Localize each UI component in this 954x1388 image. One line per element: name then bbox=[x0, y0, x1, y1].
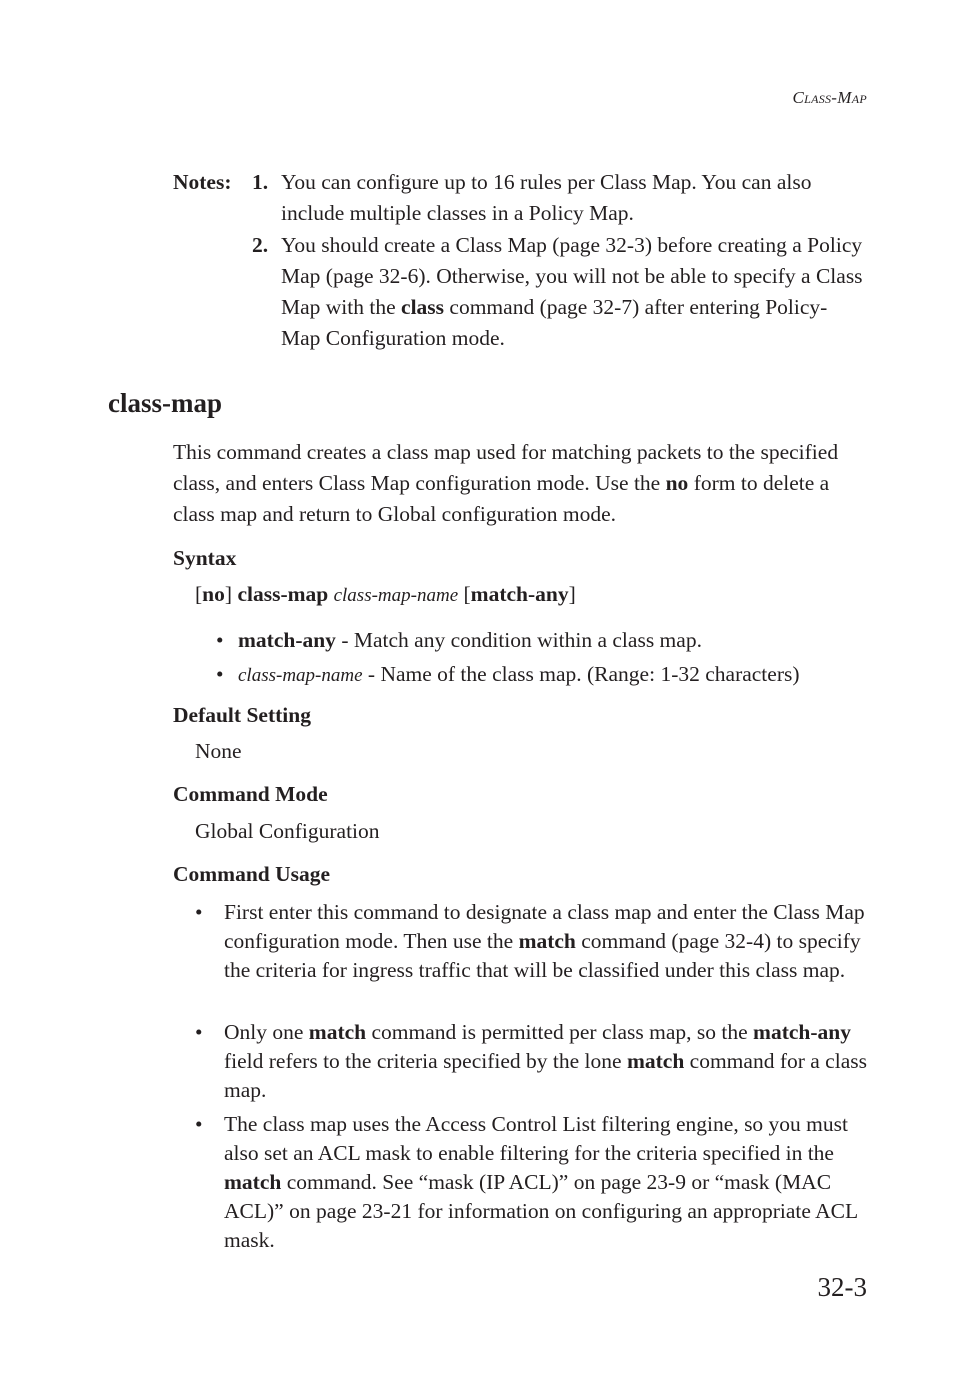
syntax-bracket: [ bbox=[458, 582, 471, 606]
note-text bbox=[281, 230, 866, 354]
bullet-segment: command is permitted per class map, so the bbox=[366, 1020, 754, 1044]
note-2 bbox=[173, 230, 873, 356]
note-number: 2. bbox=[252, 233, 269, 257]
bullet-dot: • bbox=[195, 1020, 203, 1044]
bullet-keyword: match bbox=[308, 1020, 367, 1044]
bullet-term: match-any bbox=[238, 628, 336, 652]
bullet-keyword: match bbox=[626, 1049, 685, 1073]
default-setting-heading: Default Setting bbox=[173, 703, 311, 727]
bullet-segment: command. See “mask (IP ACL)” on page 23-9 or “mask (MAC ACL)” on page 23-21 for information on configuring an appropriate ACL mask. bbox=[224, 1170, 858, 1252]
note-text-segment: command (page 32-7) after entering Policy-Map Configuration mode. bbox=[281, 295, 828, 350]
command-mode-heading: Command Mode bbox=[173, 782, 328, 806]
syntax-option: match-any bbox=[470, 582, 569, 606]
running-header bbox=[792, 88, 867, 108]
syntax-parameter: class-map-name bbox=[333, 585, 459, 606]
description-keyword: no bbox=[665, 471, 689, 495]
page-number: 32-3 bbox=[817, 1272, 867, 1302]
syntax-line bbox=[195, 582, 576, 607]
bullet-keyword: match bbox=[224, 1170, 282, 1194]
note-keyword: class bbox=[401, 295, 445, 319]
bullet-description: - Name of the class map. (Range: 1-32 characters) bbox=[362, 662, 800, 686]
note-text: You can configure up to 16 rules per Class Map. You can also include multiple classes in a Policy Map. bbox=[281, 170, 812, 225]
description-segment: This command creates a class map used for matching packets to the specified class, and enters Class Map configuration mode. Use the bbox=[173, 440, 839, 495]
bullet-segment: command for a class map. bbox=[224, 1049, 867, 1102]
syntax-no-keyword: no bbox=[202, 582, 225, 606]
bullet-keyword: match-any bbox=[753, 1020, 851, 1044]
notes-label: Notes: bbox=[173, 170, 232, 194]
syntax-bracket: ] bbox=[224, 582, 238, 606]
bullet-description: - Match any condition within a class map. bbox=[335, 628, 702, 652]
command-usage-heading: Command Usage bbox=[173, 862, 331, 886]
command-mode-value: Global Configuration bbox=[195, 819, 380, 843]
bullet-dot: • bbox=[216, 628, 224, 652]
bullet-segment: The class map uses the Access Control List filtering engine, so you must also set an ACL mask to enable filtering for the criteria specified in the bbox=[224, 1112, 848, 1165]
section-description bbox=[173, 437, 873, 530]
section-title: class-map bbox=[108, 388, 222, 418]
bullet-term: class-map-name bbox=[238, 665, 363, 686]
bullet-text bbox=[238, 626, 702, 655]
bullet-segment: First enter this command to designate a class map and enter the Class Map configuration mode. Then use the bbox=[224, 900, 865, 953]
bullet-dot: • bbox=[195, 900, 203, 924]
default-setting-value: None bbox=[195, 739, 242, 763]
syntax-command: class-map bbox=[237, 582, 329, 606]
bullet-segment: command (page 32-4) to specify the criteria for ingress traffic that will be classified under this class map. bbox=[224, 929, 861, 982]
bullet-segment: field refers to the criteria specified by the lone bbox=[224, 1049, 627, 1073]
syntax-heading: Syntax bbox=[173, 546, 237, 570]
bullet-text bbox=[224, 1110, 868, 1255]
note-1 bbox=[173, 167, 873, 229]
note-number: 1. bbox=[252, 170, 269, 194]
running-header-text: Class-Map bbox=[792, 88, 867, 107]
bullet-segment: Only one bbox=[224, 1020, 309, 1044]
bullet-text bbox=[238, 660, 800, 690]
bullet-dot: • bbox=[195, 1112, 203, 1136]
bullet-text bbox=[224, 898, 868, 985]
note-text-segment: You should create a Class Map (page 32-3) before creating a Policy Map (page 32-6). Otherwise, you will not be able to specify a Class Map with the bbox=[281, 233, 863, 319]
syntax-bracket: [ bbox=[195, 582, 203, 606]
bullet-text bbox=[224, 1018, 868, 1105]
bullet-keyword: match bbox=[518, 929, 576, 953]
syntax-bracket: ] bbox=[568, 582, 576, 606]
description-segment: form to delete a class map and return to Global configuration mode. bbox=[173, 471, 830, 526]
bullet-dot: • bbox=[216, 662, 224, 686]
